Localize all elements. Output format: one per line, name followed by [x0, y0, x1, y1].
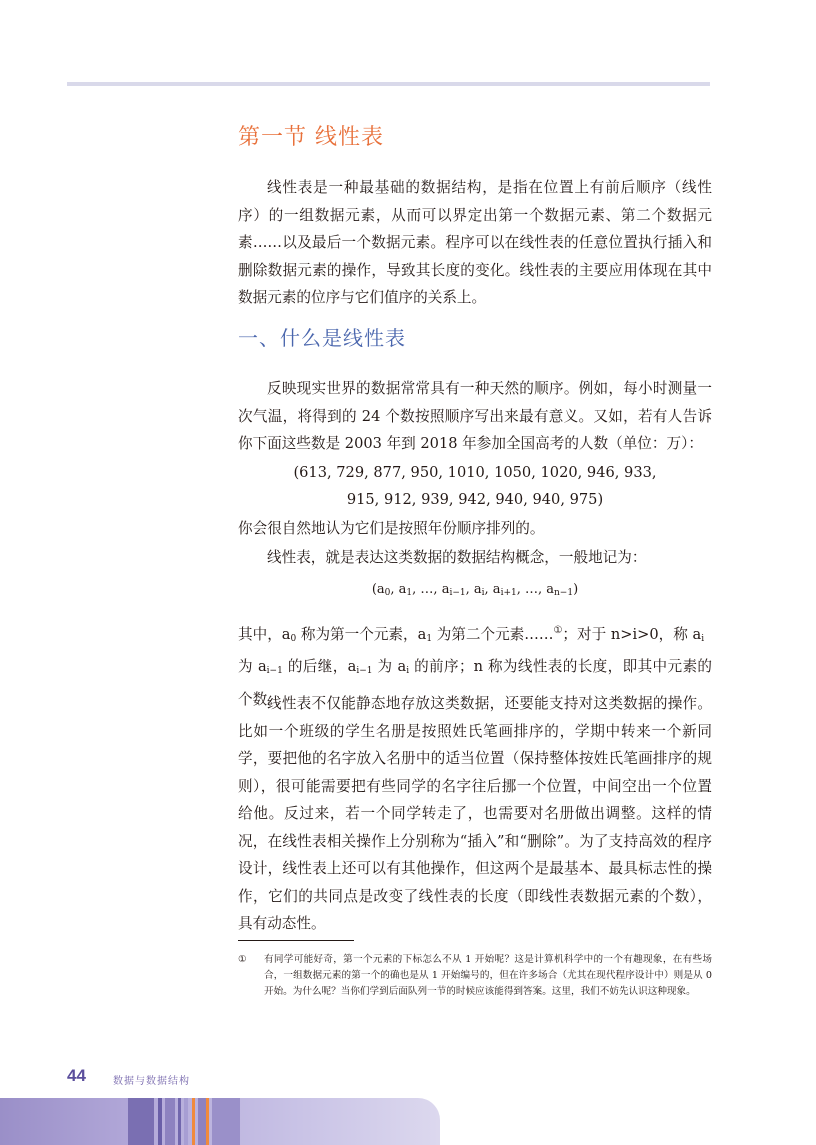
footnote-reference[interactable]: ① [553, 625, 563, 636]
book-title: 数据与数据结构 [113, 1076, 190, 1087]
footer-stripe [184, 1098, 188, 1145]
footnote-mark: ① [238, 954, 247, 965]
enrollment-sequence [238, 459, 712, 513]
intro-paragraph: 线性表是一种最基础的数据结构，是指在位置上有前后顺序（线性序）的一组数据元素，从而可以界定出第一个数据元素、第二个数据元素……以及最后一个数据元素。程序可以在线性表的任意位置执行插入和删除数据元素的操作，导致其长度的变化。线性表的主要应用体现在其中数据元素的位序与它们值序的关系上。 [238, 179, 712, 306]
header-rule [67, 82, 710, 86]
definition-line: 线性表，就是表达这类数据的数据结构概念，一般地记为： [267, 549, 647, 566]
subsection-title: 一、什么是线性表 [238, 326, 406, 350]
section-title: 第一节 线性表 [238, 125, 384, 150]
footnote [238, 952, 712, 1000]
footer-stripe [212, 1098, 240, 1145]
natural-order-line: 你会很自然地认为它们是按照年份顺序排列的。 [238, 520, 545, 537]
footer-stripe [128, 1098, 154, 1145]
terms-paragraph: 其中，$a_0$ 称为第一个元素，$a_1$ 为第二个元素……①；对于 n>i>0，称 $a_i$ 为 $a_{i-1}$ 的后继，$a_{i-1}$ 为 $a_i$ 的前序；n 称为线性表的长度，即其中元素的个数。 [238, 625, 712, 708]
footer-stripe [192, 1098, 195, 1145]
example-paragraph: 反映现实世界的数据常常具有一种天然的顺序。例如，每小时测量一次气温，将得到的 24 个数按照顺序写出来最有意义。又如，若有人告诉你下面这些数是 2003 年到 2018 年参加全国高考的人数（单位：万）： [238, 380, 712, 452]
footnote-divider [238, 940, 354, 941]
footer-stripe [178, 1098, 181, 1145]
footer-stripe [158, 1098, 162, 1145]
operations-paragraph: 线性表不仅能静态地存放这类数据，还要能支持对这类数据的操作。比如一个班级的学生名册是按照姓氏笔画排序的，学期中转来一个新同学，要把他的名字放入名册中的适当位置（保持整体按姓氏笔画排序的规则），很可能需要把有些同学的名字往后挪一个位置，中间空出一个位置给他。反过来，若一个同学转走了，也需要对名册做出调整。这样的情况，在线性表相关操作上分别称为“插入”和“删除”。为了支持高效的程序设计，线性表上还可以有其他操作，但这两个是最基本、最具标志性的操作，它们的共同点是改变了线性表的长度（即线性表数据元素的个数），具有动态性。 [238, 695, 712, 932]
footer-stripe [165, 1098, 175, 1145]
footnote-text: 有同学可能好奇，第一个元素的下标怎么不从 1 开始呢？这是计算机科学中的一个有趣现象，在有些场合，一组数据元素的第一个的确也是从 1 开始编号的，但在许多场合（尤其在现代程序设计中）则是从 0 开始。为什么呢？当你们学到后面队列一节的时候应该能得到答案。这里，我们不妨先认识这种现象。 [264, 954, 712, 997]
footer-stripe [206, 1098, 209, 1145]
footer-stripe [198, 1098, 206, 1145]
linear-list-notation: ($a_0$, $a_1$, …, $a_{i-1}$, $a_i$, $a_{i+1}$, …, $a_{n-1}$) [371, 582, 579, 598]
sequence-line-1: (613, 729, 877, 950, 1010, 1050, 1020, 946, 933, [293, 464, 657, 481]
page-number: 44 [67, 1066, 86, 1085]
footer-decorative-band [0, 1098, 440, 1145]
sequence-line-2: 915, 912, 939, 942, 940, 940, 975) [346, 491, 604, 508]
